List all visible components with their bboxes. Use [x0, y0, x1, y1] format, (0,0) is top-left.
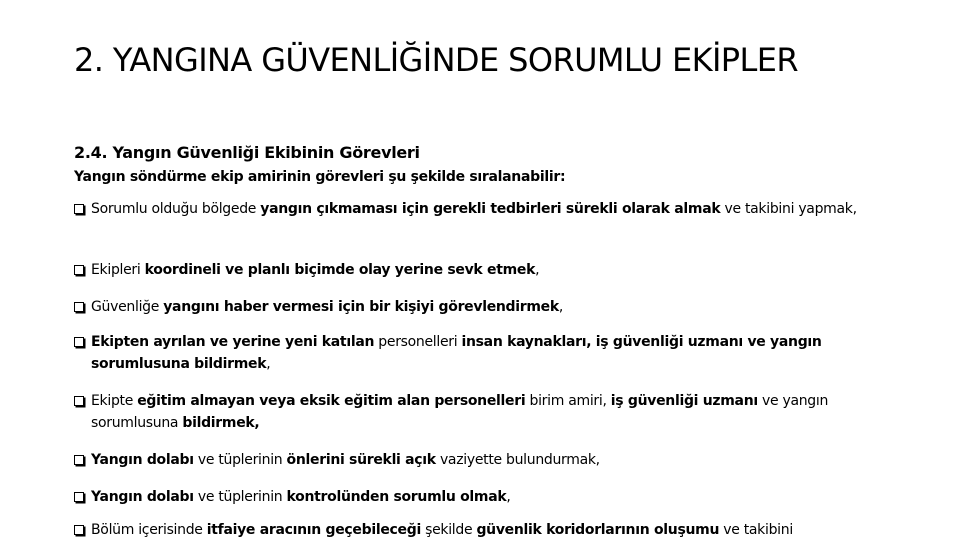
list-item-text: Güvenliğe [91, 299, 164, 315]
list-item-text: Ekipten ayrılan ve yerine yeni katılan [91, 334, 375, 350]
list-item-text: ve tüplerinin [193, 489, 287, 505]
list-item-text: , [506, 489, 511, 505]
list-item [74, 296, 894, 318]
list-item-text: vaziyette bulundurmak, [435, 452, 600, 468]
list-item-text: Ekipleri [91, 262, 145, 278]
checkbox-bullet-icon [74, 396, 84, 406]
checkbox-bullet-icon [74, 525, 84, 535]
checkbox-bullet-icon [74, 302, 84, 312]
list-item-text: Yangın dolabı [91, 452, 194, 468]
list-item-text: bildirmek, [182, 415, 260, 431]
list-item-text: iş güvenliği uzmanı [610, 393, 758, 409]
checkbox-bullet-icon [74, 265, 84, 275]
slide-title: 2. YANGINA GÜVENLİĞİNDE SORUMLU EKİPLER [74, 41, 798, 79]
list-item-text: koordineli ve planlı biçimde olay yerine sevk etmek [144, 262, 536, 278]
list-item-text: Sorumlu olduğu bölgede [91, 201, 261, 217]
list-item-text: ve yangın sorumlusuna [91, 393, 829, 431]
list-item-text: ve takibini [719, 522, 793, 538]
list-item-text: , [535, 262, 540, 278]
list-item-text: birim amiri, [525, 393, 611, 409]
list-item-text: ve takibini yapmak, [720, 201, 857, 217]
list-item-text: ve tüplerinin [193, 452, 287, 468]
list-item [74, 198, 894, 220]
list-item-text: önlerini sürekli açık [286, 452, 436, 468]
list-item-text: Ekipte [91, 393, 138, 409]
list-item-text: yangın çıkmaması için gerekli tedbirleri sürekli olarak almak [260, 201, 721, 217]
list-item-text: insan kaynakları, iş güvenliği uzmanı ve yangın sorumlusuna bildirmek [91, 334, 822, 372]
list-item-text: Yangın dolabı [91, 489, 194, 505]
list-item [74, 449, 894, 471]
list-item [74, 259, 894, 281]
intro-text: Yangın söndürme ekip amirinin görevleri şu şekilde sıralanabilir: [74, 169, 566, 185]
list-item-text: güvenlik koridorlarının oluşumu [476, 522, 720, 538]
list-item-text: şekilde [420, 522, 477, 538]
list-item-text: itfaiye aracının geçebileceği [206, 522, 421, 538]
list-item-text: yangını haber vermesi için bir kişiyi görevlendirmek [163, 299, 559, 315]
list-item-text: , [558, 299, 564, 315]
checkbox-bullet-icon [74, 492, 84, 502]
list-item [74, 390, 894, 434]
list-item [74, 331, 894, 375]
list-item-text: eğitim almayan veya eksik eğitim alan personelleri [137, 393, 526, 409]
list-item [74, 519, 894, 540]
list-item-text: kontrolünden sorumlu olmak [286, 489, 507, 505]
list-item [74, 486, 894, 508]
list-item-text: personelleri [374, 334, 462, 350]
list-item-text: Bölüm içerisinde [91, 522, 207, 538]
list-item-text: , [266, 356, 271, 372]
section-subtitle: 2.4. Yangın Güvenliği Ekibinin Görevleri [74, 143, 420, 162]
checkbox-bullet-icon [74, 455, 84, 465]
checkbox-bullet-icon [74, 337, 84, 347]
checkbox-bullet-icon [74, 204, 84, 214]
